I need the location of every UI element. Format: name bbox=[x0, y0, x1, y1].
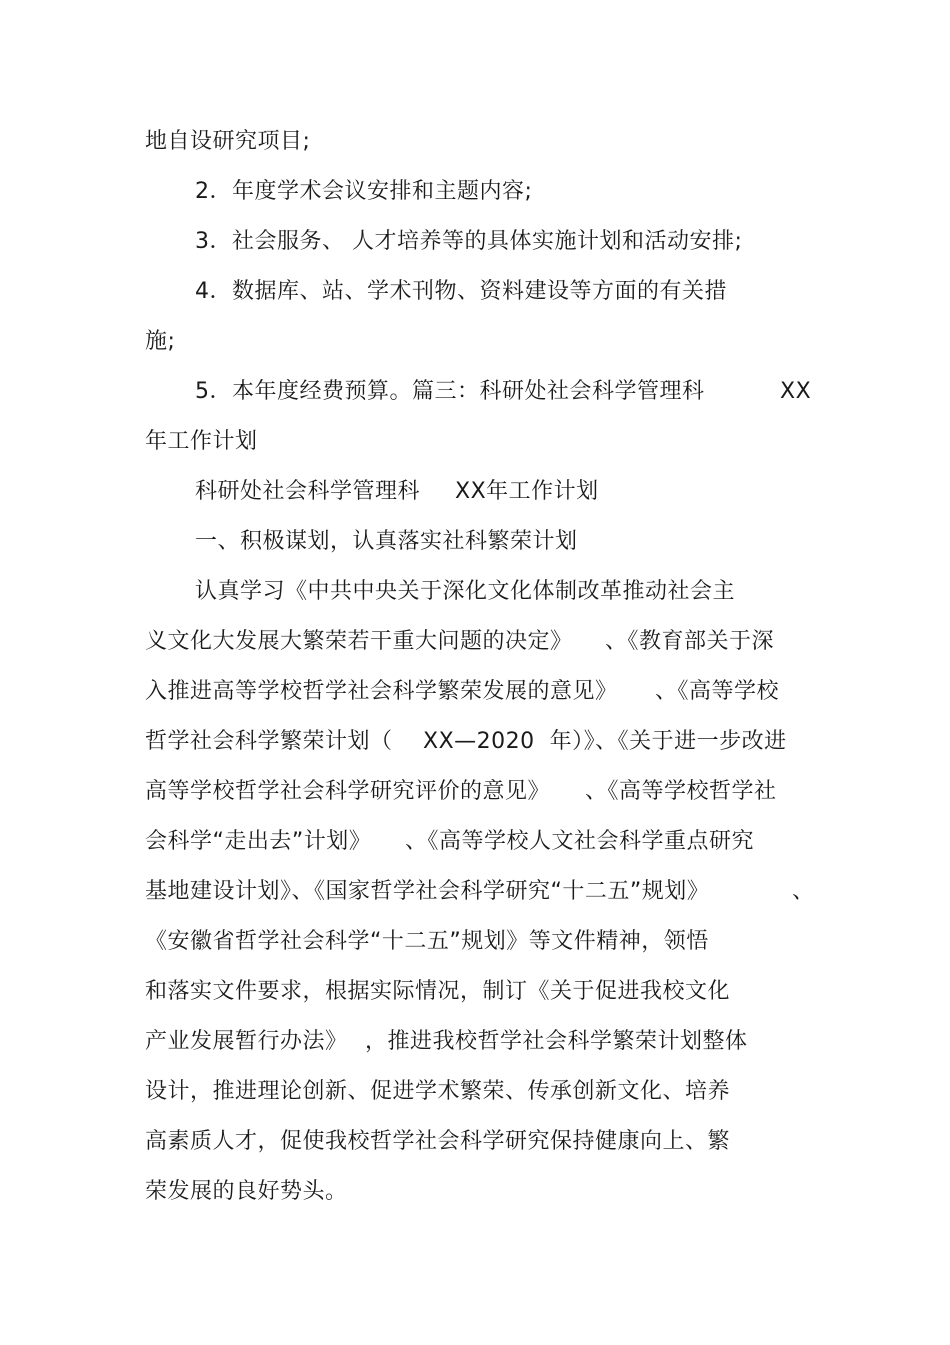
text-fragment: 、《教育部关于深 bbox=[605, 629, 775, 654]
text-line: 2．年度学术会议安排和主题内容; bbox=[195, 179, 533, 204]
text-line: 入推进高等学校哲学社会科学繁荣发展的意见》 bbox=[145, 679, 618, 704]
text-line: 哲学社会科学繁荣计划（ bbox=[145, 729, 393, 754]
text-line: 3．社会服务、 人才培养等的具体实施计划和活动安排; bbox=[195, 229, 743, 254]
text-line: 4．数据库、站、学术刊物、资料建设等方面的有关措 bbox=[195, 279, 727, 304]
text-line: 会科学“走出去”计划》 bbox=[145, 829, 372, 854]
text-fragment: XX—2020 年）》、《关于进一步改进 bbox=[423, 729, 787, 754]
text-fragment: 、《高等学校哲学社 bbox=[585, 779, 777, 804]
text-fragment: 、《高等学校人文社会科学重点研究 bbox=[405, 829, 755, 854]
text-line: 施; bbox=[145, 329, 176, 354]
text-line: 5．本年度经费预算。篇三：科研处社会科学管理科 bbox=[195, 379, 705, 404]
text-line: 义文化大发展大繁荣若干重大问题的决定》 bbox=[145, 629, 573, 654]
text-fragment: XX bbox=[780, 379, 812, 404]
text-line: 产业发展暂行办法》 bbox=[145, 1029, 348, 1054]
text-fragment: 、《高等学校 bbox=[655, 679, 780, 704]
section-heading: 一、积极谋划，认真落实社科繁荣计划 bbox=[195, 529, 578, 554]
text-line: 科研处社会科学管理科 bbox=[195, 479, 421, 504]
text-fragment: 、 bbox=[792, 879, 815, 904]
text-line: 设计，推进理论创新、促进学术繁荣、传承创新文化、培养 bbox=[145, 1079, 731, 1104]
text-line: 基地建设计划》、《国家哲学社会科学研究“十二五”规划》 bbox=[145, 879, 710, 904]
text-fragment: ，推进我校哲学社会科学繁荣计划整体 bbox=[365, 1029, 748, 1054]
text-line: 《安徽省哲学社会科学“十二五”规划》等文件精神，领悟 bbox=[145, 929, 709, 954]
text-line: 高素质人才，促使我校哲学社会科学研究保持健康向上、繁 bbox=[145, 1129, 731, 1154]
text-fragment: XX年工作计划 bbox=[455, 479, 599, 504]
text-line: 认真学习《中共中央关于深化文化体制改革推动社会主 bbox=[195, 579, 736, 604]
text-line: 年工作计划 bbox=[145, 429, 258, 454]
text-line: 和落实文件要求，根据实际情况，制订《关于促进我校文化 bbox=[145, 979, 731, 1004]
text-line: 高等学校哲学社会科学研究评价的意见》 bbox=[145, 779, 551, 804]
text-line: 荣发展的良好势头。 bbox=[145, 1179, 348, 1204]
text-line: 地自设研究项目; bbox=[145, 129, 311, 154]
